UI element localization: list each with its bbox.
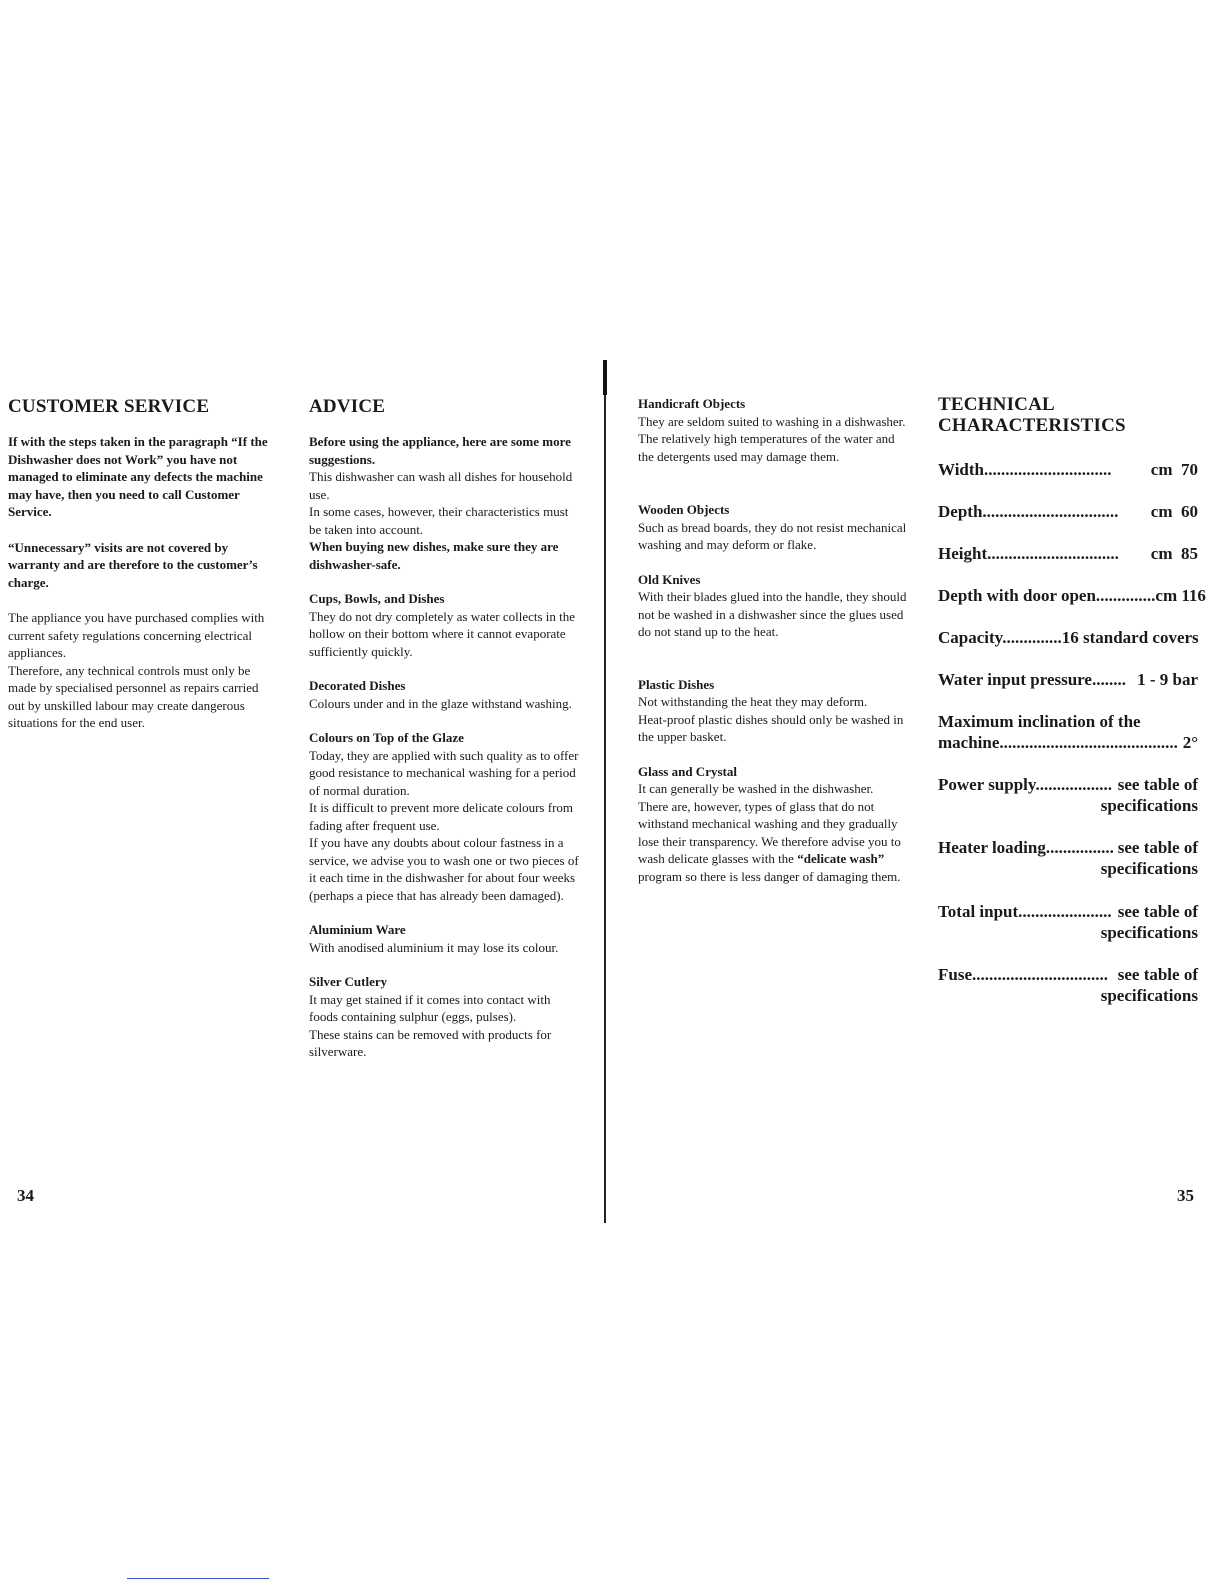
spec-label: Width [938, 460, 984, 479]
spec-label: Capacity [938, 628, 1003, 647]
spec-water-pressure [938, 669, 1198, 690]
spec-label: Heater loading [938, 838, 1046, 857]
spec-label: Height [938, 544, 988, 563]
book-spine-divider [604, 360, 606, 1223]
spec-label: Total input [938, 902, 1019, 921]
technical-heading [938, 394, 1126, 436]
object-text2: Heat-proof plastic dishes should only be washed in the upper basket. [638, 711, 904, 744]
spec-value2: specifications [1100, 796, 1198, 815]
page-number-left: 34 [17, 1186, 34, 1205]
advice-intro1: This dishwasher can wash all dishes for household use. [309, 469, 573, 502]
object-title: Wooden Objects [638, 502, 730, 517]
spec-total-input [938, 901, 1198, 943]
advice-section-cups [309, 590, 581, 660]
spec-value: see table of [1117, 775, 1198, 794]
object-text: With their blades glued into the handle, they should not be washed in a dishwasher since the glues used do not stand up to the heat. [638, 589, 907, 639]
page-number-right: 35 [1177, 1186, 1194, 1205]
spec-label: Fuse [938, 965, 972, 984]
glass-text2: There are, however, types of glass that do not withstand mechanical washing and they gradually lose their transparency. We therefore advise you to wash delicate glasses with the [638, 798, 901, 866]
spec-value: 1 - 9 bar [1137, 670, 1198, 689]
advice-intro-bold: Before using the appliance, here are some more suggestions. [309, 434, 571, 467]
advice-section-text: Colours under and in the glaze withstand washing. [309, 695, 572, 711]
spec-height [938, 543, 1198, 564]
spec-value: cm 116 [1155, 586, 1206, 605]
spec-fuse [938, 964, 1198, 1006]
spec-label: Water input pressure [938, 670, 1092, 689]
technical-heading-line1: TECHNICAL [938, 394, 1055, 415]
spec-width [938, 459, 1198, 480]
customer-service-body [8, 433, 276, 732]
spec-dots: ............................... [987, 544, 1119, 563]
technical-heading-line2: CHARACTERISTICS [938, 415, 1126, 436]
customer-service-para3: The appliance you have purchased complies with current safety regulations concerning electrical appliances. [8, 610, 265, 660]
spec-dots: .......................................... [999, 733, 1178, 752]
object-plastic [638, 676, 913, 746]
spec-value: 16 standard covers [1061, 628, 1199, 647]
advice-section-decorated [309, 677, 581, 712]
spec-value: see table of [1117, 965, 1198, 984]
spec-label: Depth with door open [938, 586, 1096, 605]
spec-value: 2° [1182, 733, 1198, 752]
spec-dots: ................ [1045, 838, 1114, 857]
glass-text3: program so there is less danger of damaging them. [638, 868, 901, 884]
object-old-knives [638, 571, 913, 641]
spec-depth-door-open [938, 585, 1206, 606]
spec-value: cm 60 [1150, 502, 1198, 521]
advice-section-title: Cups, Bowls, and Dishes [309, 591, 445, 606]
spec-value: cm 85 [1150, 544, 1198, 563]
object-text-glass-detail [638, 798, 913, 886]
spec-dots: ........ [1091, 670, 1126, 689]
customer-service-heading: CUSTOMER SERVICE [8, 396, 210, 417]
spec-dots: .............. [1002, 628, 1062, 647]
spec-depth [938, 501, 1198, 522]
objects-body [638, 395, 913, 885]
spec-power-supply [938, 774, 1198, 816]
spec-value: see table of [1117, 902, 1198, 921]
advice-section-text3: If you have any doubts about colour fastness in a service, we advise you to wash one or two pieces of it each time in the dishwasher for about four weeks (perhaps a piece that has already been damaged). [309, 835, 579, 903]
glass-delicate-wash: “delicate wash” [797, 851, 885, 866]
customer-service-para1: If with the steps taken in the paragraph “If the Dishwasher does not Work” you have not managed to eliminate any defects the machine may have, then you need to call Customer Service. [8, 434, 268, 519]
spec-dots: .................. [1035, 775, 1112, 794]
advice-section-text: With anodised aluminium it may lose its colour. [309, 939, 559, 955]
spec-value2: specifications [1100, 859, 1198, 878]
advice-section-title: Colours on Top of the Glaze [309, 730, 464, 745]
spec-inclination [938, 711, 1198, 753]
spec-dots: .............. [1095, 586, 1156, 605]
advice-section-text2: It is difficult to prevent more delicate colours from fading after frequent use. [309, 800, 574, 833]
spec-dots: .............................. [984, 460, 1112, 479]
object-text: Not withstanding the heat they may deform. [638, 694, 868, 709]
spec-capacity [938, 627, 1198, 648]
advice-section-silver [309, 973, 581, 1061]
advice-section-text: It may get stained if it comes into contact with foods containing sulphur (eggs, pulses). [309, 991, 551, 1024]
spec-heater-loading [938, 837, 1198, 879]
advice-heading: ADVICE [309, 396, 386, 417]
book-spine-top [603, 360, 607, 395]
spec-dots: ...................... [1018, 902, 1112, 921]
advice-section-title: Silver Cutlery [309, 974, 388, 989]
spec-label: Power supply [938, 775, 1036, 794]
spec-value: see table of [1117, 838, 1198, 857]
advice-section-title: Decorated Dishes [309, 678, 406, 693]
spec-dots: ................................ [982, 502, 1119, 521]
spec-value2: specifications [1100, 986, 1198, 1005]
object-text: Such as bread boards, they do not resist mechanical washing and may deform or flake. [638, 519, 907, 552]
spec-dots: ................................ [972, 965, 1108, 984]
object-title: Old Knives [638, 571, 701, 587]
object-title: Plastic Dishes [638, 676, 715, 692]
object-text: They are seldom suited to washing in a dishwasher. [638, 413, 906, 429]
spec-value: cm 70 [1150, 460, 1198, 479]
object-glass [638, 763, 913, 886]
customer-service-para4: Therefore, any technical controls must only be made by specialised personnel as repairs carried out by unskilled labour may create dangerous situations for the end user. [8, 662, 259, 730]
object-text: It can generally be washed in the dishwasher. [638, 781, 874, 796]
spec-value2: specifications [1100, 923, 1198, 942]
object-title: Handicraft Objects [638, 396, 746, 411]
customer-service-para2: “Unnecessary” visits are not covered by warranty and are therefore to the customer’s charge. [8, 539, 258, 590]
advice-intro2: In some cases, however, their characteristics must be taken into account. [309, 504, 569, 537]
advice-intro-bold2: When buying new dishes, make sure they are dishwasher-safe. [309, 539, 559, 572]
object-title: Glass and Crystal [638, 763, 737, 779]
advice-section-text: Today, they are applied with such quality as to offer good resistance to mechanical washing for a period of normal duration. [309, 747, 579, 798]
object-text2: The relatively high temperatures of the water and the detergents used may damage them. [638, 431, 895, 464]
advice-body [309, 433, 581, 1061]
bottom-blue-line [127, 1578, 269, 1579]
advice-section-text: They do not dry completely as water collects in the hollow on their bottom where it cannot evaporate sufficiently quickly. [309, 608, 576, 659]
advice-section-colours-glaze [309, 729, 581, 904]
spec-inclination-line1: Maximum inclination of the [938, 712, 1141, 731]
object-handicraft [638, 395, 913, 465]
advice-section-title: Aluminium Ware [309, 922, 406, 937]
spec-label: Depth [938, 502, 983, 521]
object-wooden [638, 501, 913, 554]
spec-label: machine [938, 733, 1000, 752]
advice-section-text2: These stains can be removed with products for silverware. [309, 1026, 552, 1059]
advice-section-aluminium [309, 921, 581, 956]
